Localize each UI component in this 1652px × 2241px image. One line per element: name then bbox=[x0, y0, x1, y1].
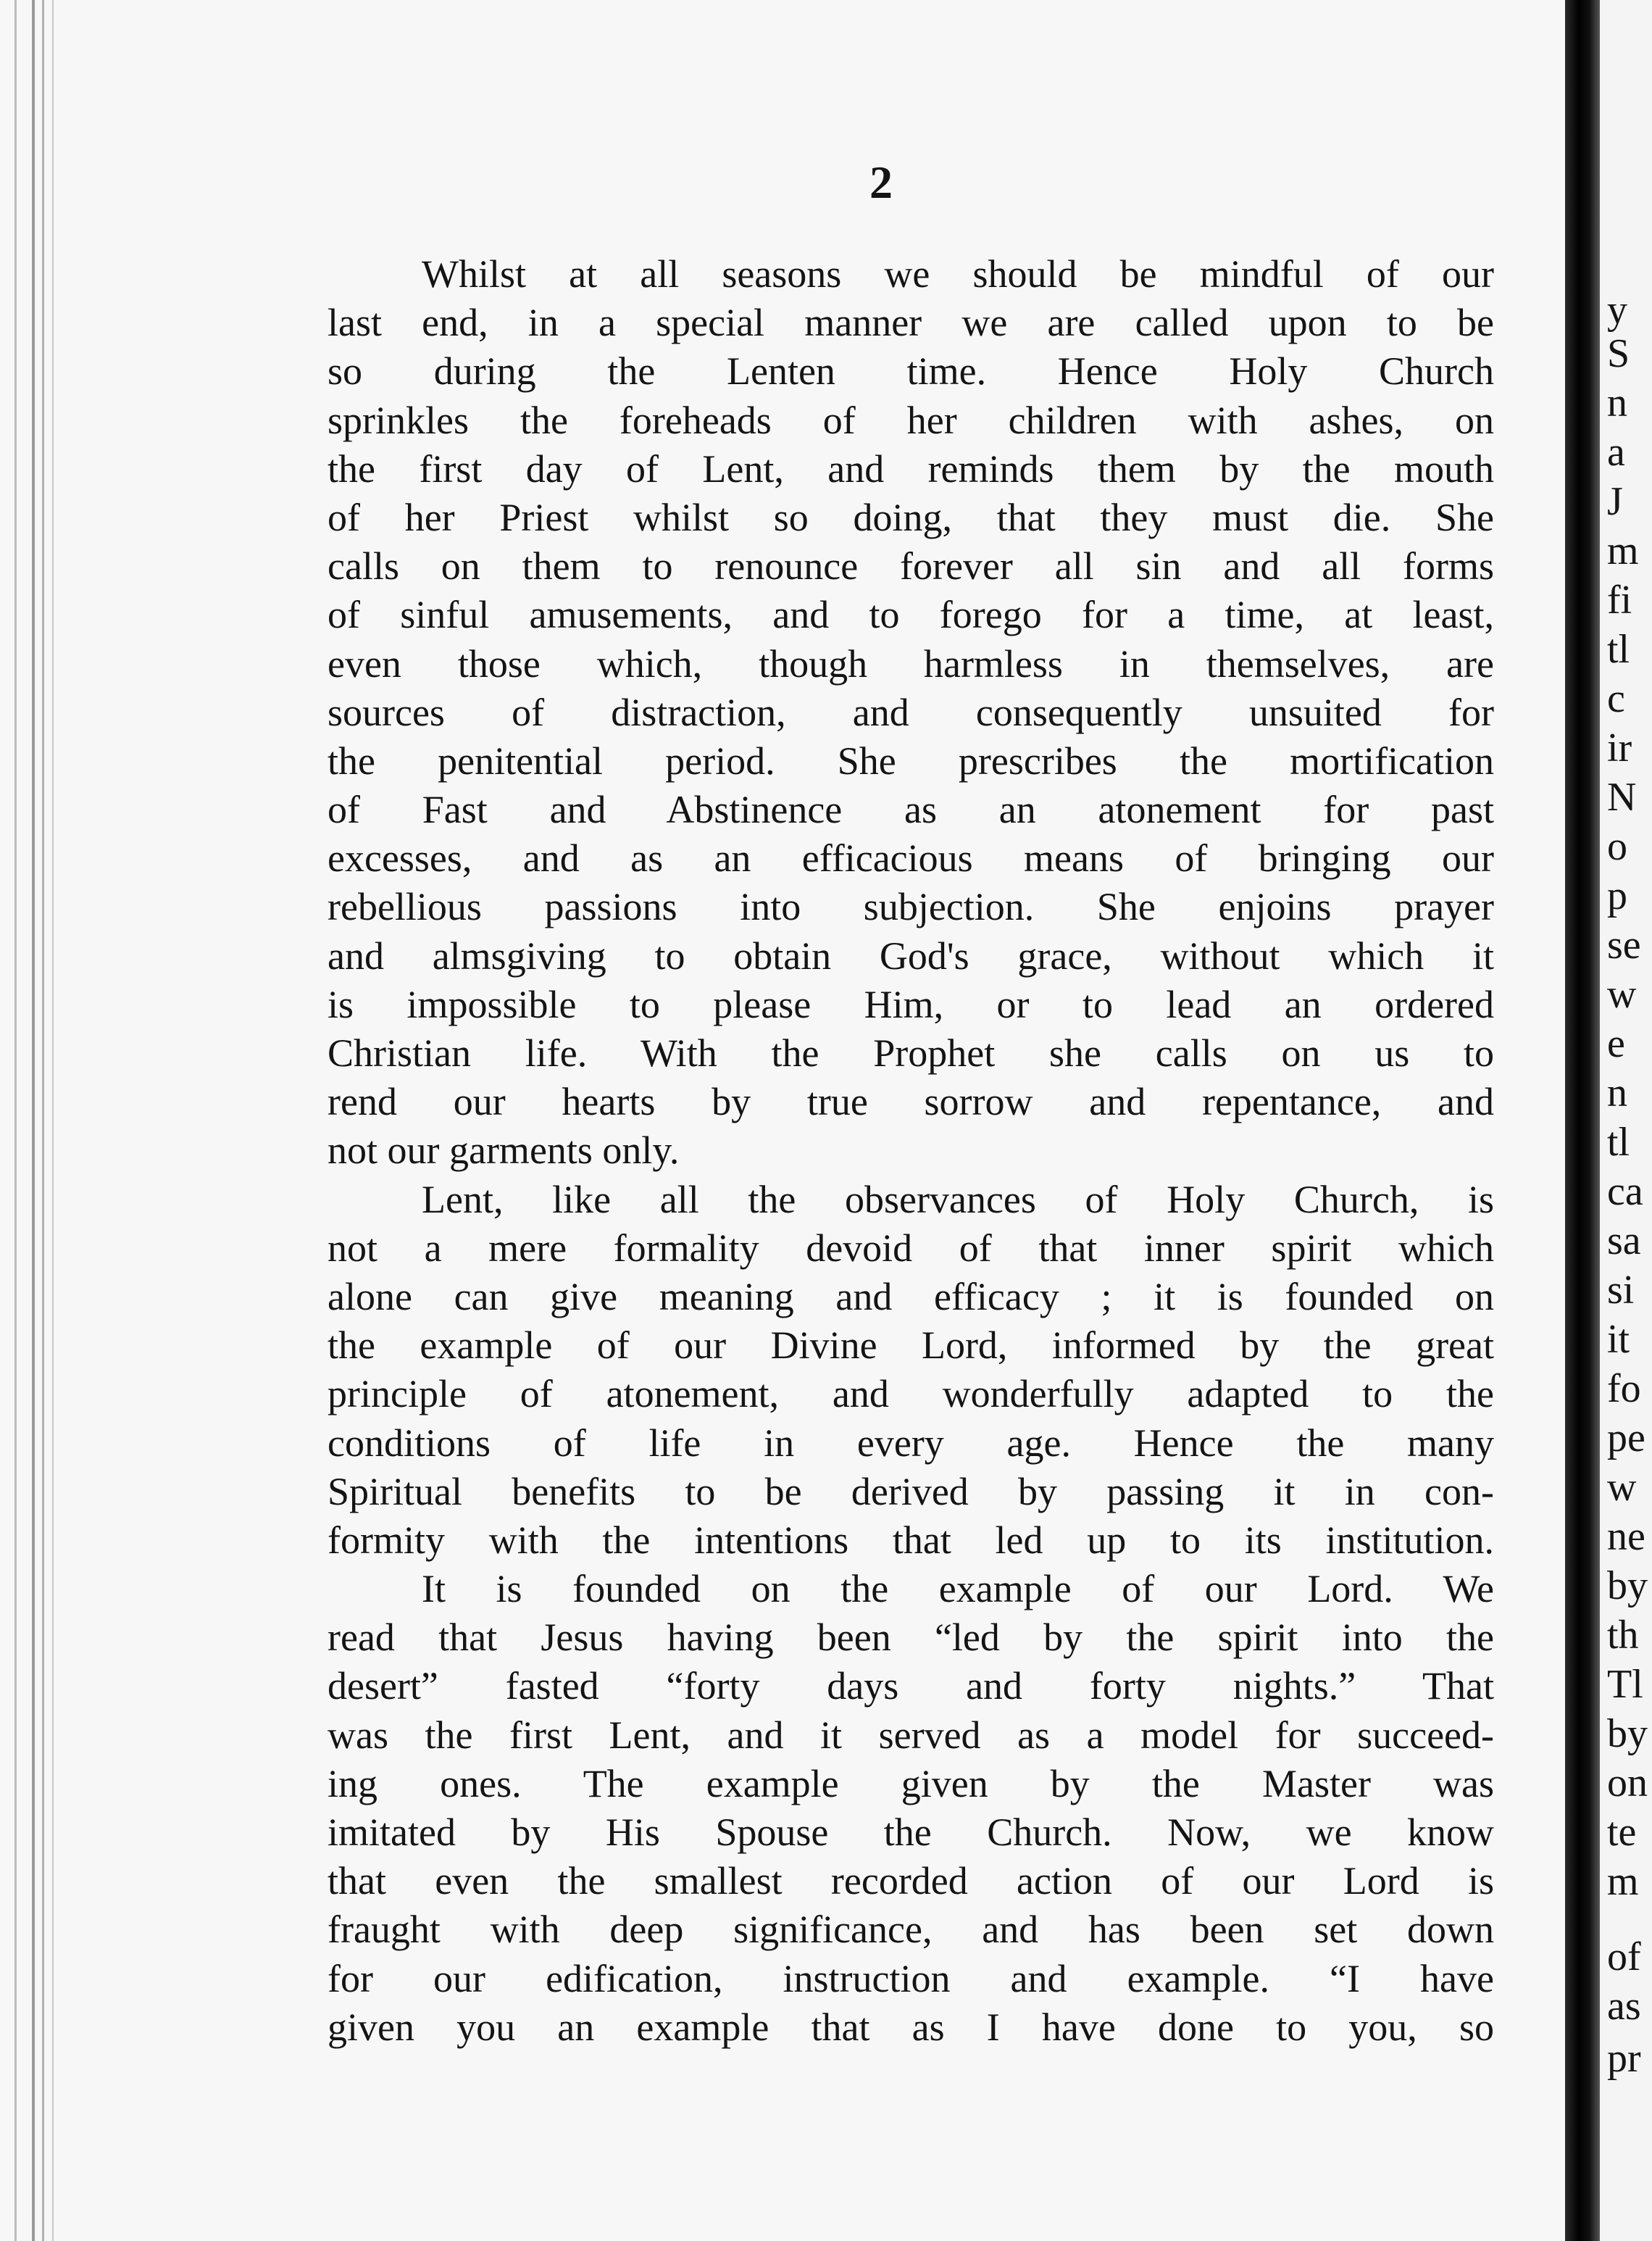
text-line: of her Priest whilst so doing, that they must die. She bbox=[328, 495, 1494, 539]
facing-page-fragment: J bbox=[1607, 479, 1623, 524]
text-line: the penitential period. She prescribes the mortification bbox=[328, 739, 1494, 783]
page-gutter bbox=[1565, 0, 1600, 2241]
facing-page-fragment: c bbox=[1607, 676, 1625, 721]
facing-page-fragment: ir bbox=[1607, 725, 1632, 770]
text-line: principle of atonement, and wonderfully adapted to the bbox=[328, 1372, 1494, 1416]
facing-page-fragment: N bbox=[1607, 775, 1637, 820]
text-line: desert” fasted “forty days and forty nights.” That bbox=[328, 1664, 1494, 1708]
facing-page-fragment: tl bbox=[1607, 627, 1630, 672]
facing-page-fragment: fi bbox=[1607, 578, 1632, 623]
text-line: sprinkles the foreheads of her children with ashes, on bbox=[328, 398, 1494, 442]
facing-page-fragment: Tl bbox=[1607, 1662, 1643, 1707]
binding-rule bbox=[14, 0, 17, 2241]
facing-page-fragment: pe bbox=[1607, 1415, 1645, 1460]
text-line: rebellious passions into subjection. She enjoins prayer bbox=[328, 885, 1494, 929]
text-line: imitated by His Spouse the Church. Now, we know bbox=[328, 1810, 1494, 1854]
facing-page-fragment: a bbox=[1607, 430, 1625, 475]
text-line: not a mere formality devoid of that inner spirit which bbox=[328, 1226, 1494, 1270]
facing-page-fragment: m bbox=[1607, 1859, 1639, 1904]
text-line: conditions of life in every age. Hence the many bbox=[328, 1421, 1494, 1465]
facing-page-fragment: of bbox=[1607, 1934, 1641, 1979]
paragraph bbox=[328, 250, 1494, 1176]
facing-page-fragment: ca bbox=[1607, 1169, 1643, 1214]
text-line: the first day of Lent, and reminds them by the mouth bbox=[328, 446, 1494, 491]
paragraph bbox=[328, 1176, 1494, 1566]
binding-rule bbox=[32, 0, 35, 2241]
page-number: 2 bbox=[869, 157, 893, 208]
facing-page-fragment: w bbox=[1607, 972, 1637, 1017]
text-line: for our edification, instruction and example. “I have bbox=[328, 1956, 1494, 2000]
facing-page-fragment: on bbox=[1607, 1760, 1648, 1805]
facing-page-fragment: fo bbox=[1607, 1366, 1641, 1411]
paragraph bbox=[328, 1565, 1494, 2052]
text-line: Lent, like all the observances of Holy Church, is bbox=[422, 1177, 1494, 1221]
facing-page-fragment: n bbox=[1607, 1070, 1627, 1115]
facing-page-fragment: se bbox=[1607, 923, 1641, 968]
text-line: and almsgiving to obtain God's grace, without which it bbox=[328, 934, 1494, 978]
text-line: last end, in a special manner we are called upon to be bbox=[328, 301, 1494, 345]
facing-page-fragment: n bbox=[1607, 381, 1627, 425]
facing-page-fragment: y bbox=[1607, 288, 1627, 333]
text-line: Whilst at all seasons we should be mindful of our bbox=[422, 252, 1494, 296]
facing-page-fragment: th bbox=[1607, 1613, 1639, 1658]
text-line: so during the Lenten time. Hence Holy Church bbox=[328, 349, 1494, 394]
text-line: is impossible to please Him, or to lead an ordered bbox=[328, 982, 1494, 1026]
text-line: Spiritual benefits to be derived by passing it in con- bbox=[328, 1469, 1494, 1513]
text-line: sources of distraction, and consequently unsuited for bbox=[328, 690, 1494, 734]
text-line: calls on them to renounce forever all sin and all forms bbox=[328, 544, 1494, 589]
text-line: It is founded on the example of our Lord. We bbox=[422, 1567, 1494, 1611]
facing-page-fragment: e bbox=[1607, 1021, 1625, 1066]
facing-page-fragment: o bbox=[1607, 824, 1627, 869]
text-line: of sinful amusements, and to forego for a time, at least, bbox=[328, 593, 1494, 637]
body-text bbox=[328, 250, 1494, 2052]
text-line: of Fast and Abstinence as an atonement for past bbox=[328, 788, 1494, 832]
facing-page-fragment: p bbox=[1607, 873, 1627, 918]
facing-page-fragment: S bbox=[1607, 331, 1630, 376]
text-line: read that Jesus having been “led by the spirit into the bbox=[328, 1616, 1494, 1660]
facing-page-fragment: by bbox=[1607, 1711, 1648, 1756]
text-line: excesses, and as an efficacious means of bringing our bbox=[328, 836, 1494, 881]
text-line: fraught with deep significance, and has been set down bbox=[328, 1908, 1494, 1952]
text-line: given you an example that as I have done to you, so bbox=[328, 2005, 1494, 2049]
text-line: formity with the intentions that led up to its institution. bbox=[328, 1518, 1494, 1562]
facing-page-fragment: pr bbox=[1607, 2036, 1641, 2081]
facing-page-fragment: ne bbox=[1607, 1514, 1645, 1559]
facing-page-fragment: by bbox=[1607, 1563, 1648, 1608]
facing-page-fragment: m bbox=[1607, 528, 1639, 573]
binding-rule bbox=[42, 0, 44, 2241]
text-line: the example of our Divine Lord, informed by the great bbox=[328, 1323, 1494, 1368]
text-line: was the first Lent, and it served as a model for succeed- bbox=[328, 1713, 1494, 1757]
facing-page-fragment: sa bbox=[1607, 1218, 1641, 1263]
facing-page-fragment: te bbox=[1607, 1810, 1637, 1855]
facing-page-fragment: as bbox=[1607, 1984, 1641, 2029]
facing-page-edge bbox=[1600, 0, 1652, 2241]
text-line: alone can give meaning and efficacy ; it is founded on bbox=[328, 1274, 1494, 1318]
text-line: that even the smallest recorded action of our Lord is bbox=[328, 1859, 1494, 1903]
facing-page-fragment: tl bbox=[1607, 1120, 1630, 1165]
text-line: rend our hearts by true sorrow and repentance, and bbox=[328, 1080, 1494, 1124]
facing-page-fragment: it bbox=[1607, 1317, 1630, 1362]
text-line: Christian life. With the Prophet she calls on us to bbox=[328, 1031, 1494, 1075]
facing-page-fragment: si bbox=[1607, 1268, 1635, 1313]
text-line: ing ones. The example given by the Master was bbox=[328, 1761, 1494, 1805]
text-line: not our garments only. bbox=[328, 1128, 680, 1173]
text-line: even those which, though harmless in themselves, are bbox=[328, 641, 1494, 686]
facing-page-fragment: w bbox=[1607, 1465, 1637, 1510]
binding-rule bbox=[52, 0, 54, 2241]
